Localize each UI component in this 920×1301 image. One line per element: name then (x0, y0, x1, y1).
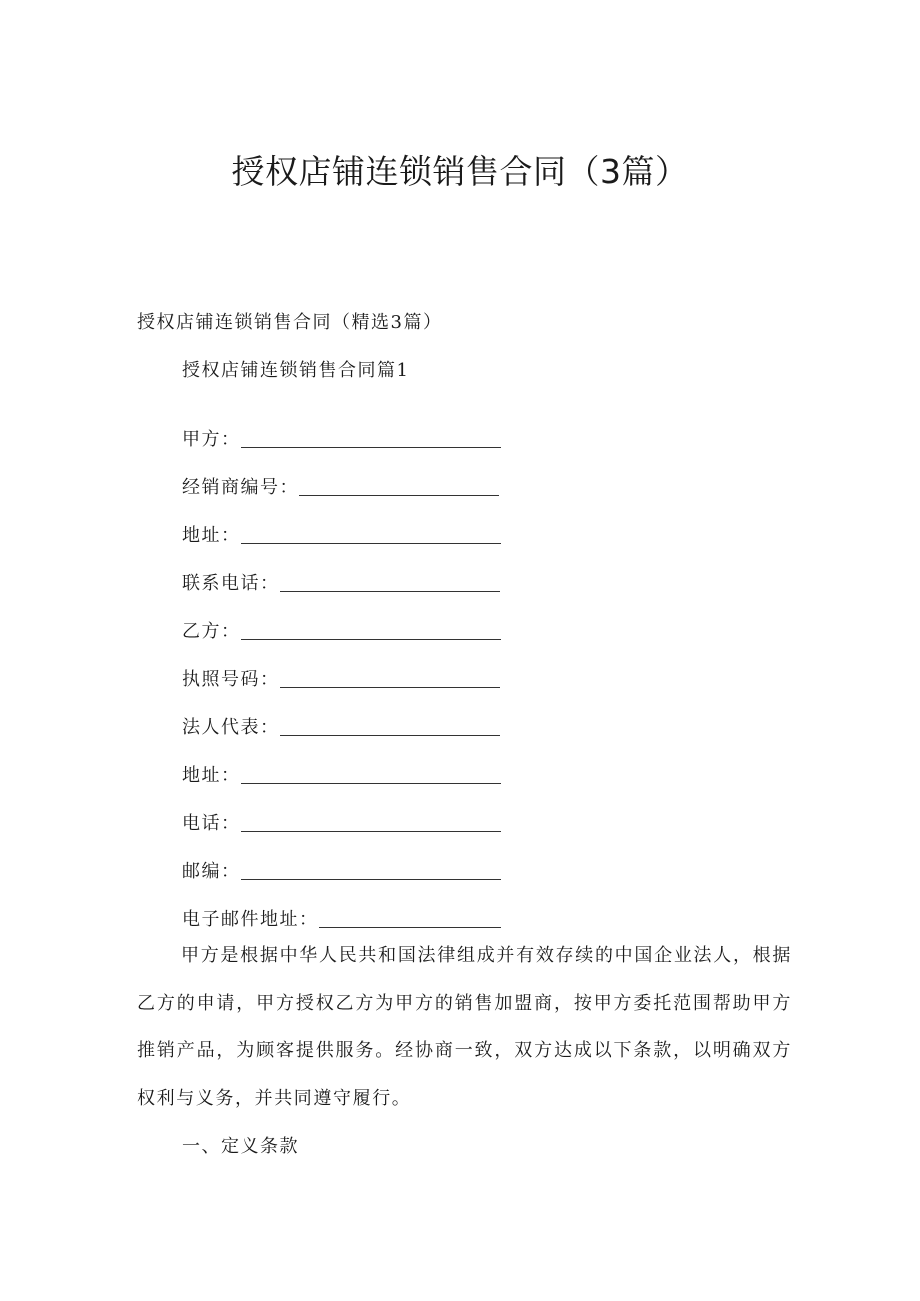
fill-in-line (241, 525, 501, 544)
field-label: 经销商编号： (182, 477, 299, 498)
fill-in-line (241, 813, 501, 832)
fill-in-line (241, 621, 501, 640)
party-info-fields (182, 404, 512, 932)
field-dealer-number (182, 452, 512, 500)
field-label: 甲方： (182, 429, 241, 450)
field-label: 邮编： (182, 861, 241, 882)
section-heading: 一、定义条款 (182, 1136, 299, 1157)
field-label: 地址： (182, 525, 241, 546)
field-party-a (182, 404, 512, 452)
field-label: 法人代表： (182, 717, 280, 738)
field-party-b (182, 596, 512, 644)
field-postcode (182, 836, 512, 884)
field-contact-phone (182, 548, 512, 596)
field-address-b (182, 740, 512, 788)
fill-in-line (299, 477, 499, 496)
fill-in-line (241, 861, 501, 880)
fill-in-line (319, 909, 501, 928)
field-address-a (182, 500, 512, 548)
fill-in-line (241, 765, 501, 784)
fill-in-line (241, 429, 501, 448)
field-label: 电子邮件地址： (182, 909, 319, 930)
field-license-number (182, 644, 512, 692)
field-label: 地址： (182, 765, 241, 786)
fill-in-line (280, 573, 500, 592)
document-subtitle: 授权店铺连锁销售合同（精选3篇） (137, 312, 443, 333)
part-heading: 授权店铺连锁销售合同篇1 (182, 360, 410, 381)
field-label: 乙方： (182, 621, 241, 642)
field-email (182, 884, 512, 932)
intro-paragraph: 甲方是根据中华人民共和国法律组成并有效存续的中国企业法人，根据乙方的申请，甲方授权乙方为甲方的销售加盟商，按甲方委托范围帮助甲方推销产品，为顾客提供服务。经协商一致，双方达成以下条款，以明确双方权利与义务，并共同遵守履行。 (137, 945, 792, 1109)
field-phone (182, 788, 512, 836)
field-label: 电话： (182, 813, 241, 834)
fill-in-line (280, 717, 500, 736)
field-label: 执照号码： (182, 669, 280, 690)
fill-in-line (280, 669, 500, 688)
field-legal-representative (182, 692, 512, 740)
field-label: 联系电话： (182, 573, 280, 594)
document-title: 授权店铺连锁销售合同（3篇） (231, 152, 689, 191)
